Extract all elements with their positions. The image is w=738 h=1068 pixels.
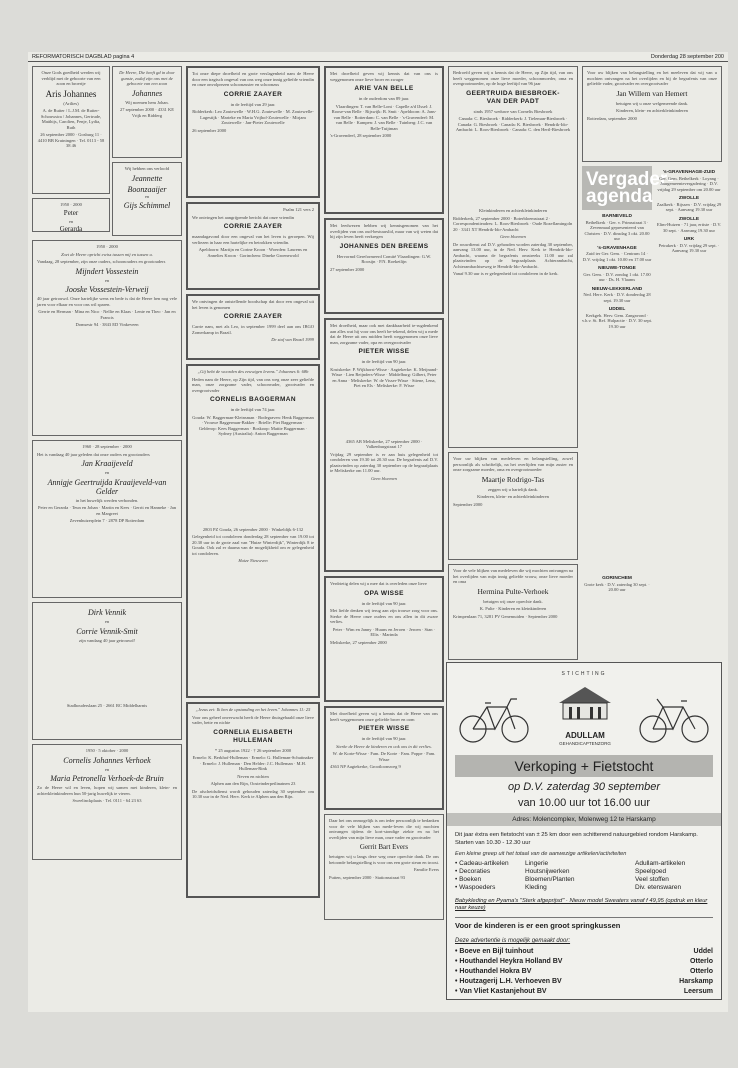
- notice-body: De afscheidsdienst wordt gehouden zaterdag 30 september om 10.30 uur in de Ned. Herv. Kerk te Alphen aan den Rijn.: [192, 788, 314, 799]
- notice-place: Putten, september 2000 · Stationsstraat 93: [329, 874, 405, 880]
- notice-place: 4365 AB Meliskerke, 27 september 2000 · Valkenburgstraat 17: [345, 438, 423, 449]
- column-3: [324, 66, 444, 924]
- ad-item: Veel stoffen: [635, 876, 669, 883]
- notice-family: Vlaardingen: T. van Belle-Lont · Capelle a/d IJssel: J. Roose-van Belle · Rijswijk: B. Smit · Apeldoorn: A. Jans-van Belle · Rotterdam: C. van Belle · 's-Gravendeel: M. van Belle · Kampen: J. van Belle · Tuinberg: J.C. van Belle-Tuijtman: [331, 103, 437, 131]
- notice-name: Maria Petronella Verhoek-de Bruin: [50, 774, 164, 783]
- notice-date: 's-Gravendeel, 28 september 2000: [330, 133, 392, 138]
- ad-sponsors: [455, 947, 713, 997]
- notice-text: Voor uw blijken van belangstelling en het meeleven dat wij van u mochten ontvangen na het overlijden en bij de begrafenis van onze geliefde vader, grootvader en overgrootvader: [587, 70, 717, 86]
- ad-item: Adullam-artikelen: [635, 860, 686, 867]
- obituary-hulleman: [186, 702, 320, 898]
- notice-family: Kinderen, klein- en achterkleinkinderen: [616, 108, 688, 113]
- notice-body: in het huwelijk werden verbonden.: [75, 497, 139, 503]
- notice-name: VAN DER PADT: [486, 97, 540, 105]
- ad-banner: Verkoping + Fietstocht: [455, 755, 713, 777]
- agenda-item-title: NIEUW-LEKKERLAND: [591, 286, 643, 292]
- notice-place: Sweelinckplaats · Tel. 0111 - 64 23 63: [72, 798, 142, 803]
- obituary-baggerman: [186, 364, 320, 698]
- notice-sub: Kleinkinderen en achterkleinkinderen: [479, 208, 547, 213]
- notice-date: 26 september 2000 · Gosburg 11 · 4410 BB Kruiningen · Tel. 0113 - 58 38 46: [37, 132, 105, 148]
- agenda-item-title: 's-GRAVENHAGE: [597, 245, 637, 251]
- notice-family: Hervormd Gereformeerd Comité Vlaardingen: G.W. Roosijn · P.N. Roeketlijn: [336, 253, 432, 264]
- notice-text: Voor uw blijken van medeleven en belangstelling, zowel persoonlijk als schriftelijk, na het overlijden van mijn zuster en onze zorgzame moeder, oma en overgrootmoeder: [453, 456, 573, 472]
- notice-name: ARIE VAN BELLE: [354, 85, 414, 92]
- newspaper-page: [28, 52, 728, 1012]
- notice-name: Jeannette: [131, 173, 163, 183]
- agenda-item-title: UDDEL: [608, 307, 626, 312]
- notice-quote: Zoet de Heere opricht ewiss tussen mij en tussen u.: [61, 251, 153, 257]
- notice-years: 1950 · 2000: [96, 244, 118, 249]
- obituary-pieter-wisse-2: [324, 706, 444, 810]
- notice-text: Vandaag, 28 september, zijn onze ouders, schoonouders en grootouders: [37, 259, 166, 264]
- agenda-title: Vergader-agenda: [582, 166, 652, 210]
- notice-en: en: [144, 193, 150, 199]
- agenda-gorinchem: [582, 572, 652, 593]
- notice-place: Alphen aan den Rijn, Oosteinderpeilinatnen 23: [210, 781, 296, 786]
- ad-item: Lingerie: [525, 860, 549, 867]
- notice-date: 26 september 2000: [192, 127, 227, 133]
- agenda-item-text: Bethelkerk · Ger. v. Primsstraat 3 · Zevenmaal gepresenteerd van Christen · D.V. dinsdag 3 okt. 20.00 uur: [584, 219, 650, 241]
- agenda-right: [656, 166, 722, 254]
- ad-address: Adres: Molencomplex, Molenweg 12 te Harskamp: [447, 813, 721, 826]
- notice-age: in de leeftijd van 29 jaar.: [230, 101, 276, 107]
- agenda-right-items: [656, 170, 722, 254]
- notice-family: Peter en Gerarda · Teun en Johan · Martin en Kees · Gerrit en Hanneke · Jan en Margreet: [37, 505, 177, 516]
- sponsor-row: • Houthandel Heykra Holland BV Otterlo: [455, 958, 713, 965]
- notice-place: 2803 PZ Gouda, 26 september 2000 · Winkeldijk 6-132: [202, 526, 304, 532]
- notice-dates: * 25 augustus 1922 · † 26 september 2000: [214, 747, 292, 753]
- notice-body: Carrie nam, met als Leo, in september 1999 deel aan ons IBGO Zomerkamp in Brazil.: [192, 324, 314, 335]
- notice-sig: Geen bloemen: [371, 475, 397, 481]
- ad-baby-text: Babykleding en Pyama's "Sterk afgeprijsd" · Nieuw model Sweaters vanaf f 49,95 (opdruk en kleur naar keuze): [455, 898, 708, 911]
- notice-text: De Heere, Die heeft gd in door gunste, zodaf zijn ons met de geboorte van een zoon: [119, 70, 175, 86]
- notice-body: De rouwdienst zal D.V. gehouden worden zaterdag 30 september, aanvang 13.00 uur, in de Ned. Herv. Kerk te Hendrik-Ido-Ambacht, waarna de begrafenis omstreeks 11.00 uur zal plaatsvinden op de begraafplaats Achterambacht, Achterambachtseweg te Hendrik-Ido-Ambacht.: [453, 241, 573, 269]
- notice-name: JOHANNES DEN BREEMS: [339, 242, 429, 250]
- notice-text: Wij hebben ons verloofd: [124, 166, 170, 171]
- notice-ref: Psalm 121 vers 2: [283, 207, 314, 212]
- page-header: [28, 52, 728, 62]
- notice-age: in de leeftijd van 90 jaar.: [361, 359, 407, 364]
- notice-date: 27 september 2000 · 4331 KE Vrijk en Ridderg: [119, 107, 175, 118]
- notice-sig: De staf van Brazil 1999: [271, 337, 314, 342]
- notice-name: Corrie Vennik-Smit: [76, 626, 138, 636]
- agenda-item-text: Ger. Gem. · D.V. zondag 1 okt. 17.00 uur · Ds. H. Vlaams: [583, 271, 651, 282]
- header-left: REFORMATORISCH DAGBLAD pagina 4: [32, 54, 135, 60]
- notice-text: Met droefheid geven wij kennis dat van ons is weggenomen onze lieve broer en zwager: [330, 71, 438, 82]
- notice-body: Gelegenheid tot condoleren donderdag 28 september van 19.00 tot 20.30 uur in de grote zaal van "Huize Winterdijk", Winterdijk 8 te Gouda. Ook zal er daarna van de mogelijkheid om er gelegenheid tot condoleren.: [192, 534, 314, 556]
- notice-text: We ontvingen de ontstellende boodschap dat door een ongeval uit het leven is genomen: [192, 299, 314, 310]
- obituary-zaayer-3: [186, 294, 320, 360]
- notice-name: CORRIE ZAAYER: [223, 223, 283, 230]
- notice-text: Tot onze diepe droefheid en grote verslagenheid nam de Heere door een tragisch ongeval van ons weg onze innig geliefde vriendin en onze onvolprezen schoonzuster en schoonzus: [192, 71, 314, 87]
- agenda-item-title: GORINCHEM: [602, 576, 632, 581]
- notice-text: Met droefheid, maar ook met dankbaarheid te-rugdenkend aan alles wat hij voor ons heeft be-tekend, delen wij u mede dat de Heere uit ons midden heeft weggenomen onze lieve man, zorgzame vader, opa en overgrootvader: [330, 323, 438, 345]
- notice-name: Jooske Vossestein-Verweij: [65, 285, 149, 294]
- notice-family: Ridderkerk: Leo Zoutewelle · W.H.G. Zoutewelle · M. Zoutewelle-Lagestijk · Marieke en Maria Vrijhof-Zoutewelle · Mirjam Zoutewelle · Jan-Pieter Zoutewelle: [192, 109, 314, 125]
- notice-family: Apeldoorn: Martijn en Corine Kroon · Woerden: Laurens en Annelies Kroon · Gorinchem: Dineke Groenewold: [198, 247, 308, 258]
- notice-sig: Geen bloemen: [500, 234, 526, 239]
- ad-item: Kleding: [525, 884, 547, 891]
- thanks-van-hemert: [582, 66, 722, 162]
- notice-text: Het is vandaag 40 jaar geleden dat onze ouders en grootouders: [37, 451, 150, 457]
- agenda-item-text: Zaalkerk · Rijssen · D.V. vrijdag 29 sept. · Aanvang 19.30 uur: [656, 201, 722, 212]
- ad-sponsor-heading: Deze advertentie is mogelijk gemaakt door:: [455, 938, 571, 944]
- notice-date: 27 september 2000: [330, 266, 365, 272]
- agenda-item-text: Zuid ter Ger. Gem. · Centrum 14 · D.V. vrijdag 1 okt. 10.00 en 17.00 uur: [582, 251, 652, 262]
- notice-parents: A. de Ruiter / L.J.M. de Ruiter-Schouwstra / Johannes, Gertrude, Matthijs, Carolien, Fenje, Lydia, Ruth: [40, 108, 102, 130]
- notice-place: 4363 NP Aagtekerke, Grootloonsweg 9: [330, 764, 401, 769]
- column-1b: [112, 66, 182, 240]
- notice-text: Zo de Heere wil en leven, hopen wij samen met kinderen, klein- en achterkleinkinderen hun 50-jarig huwelijk te vieren.: [37, 785, 177, 796]
- header-right: Donderdag 28 september 200: [650, 54, 724, 60]
- notice-extra: Vanaf 9.30 uur is er gelegenheid tot condoleren in de kerk.: [453, 271, 559, 276]
- notice-sig: Huize Nieuwven: [238, 558, 268, 563]
- notice-name: Jan Kraaijeveld: [81, 459, 133, 468]
- agenda-item-title: NIEUWE-TONGE: [598, 266, 636, 271]
- notice-text: Met leedwezen hebben wij kennisgenomen van het overlijden van ons oud-bestuurslid, maar van wij weten dat hij zijn leven heeft verkregen: [330, 223, 438, 239]
- obituary-opa-wisse: [324, 576, 444, 702]
- notice-body: 40 jaar getrouwd. Onze hartelijke wens en bede is dat de Heere hen nog vele jaren voor elkaar en voor ons wil sparen.: [37, 296, 177, 307]
- notice-date: September 2000: [453, 501, 483, 507]
- notice-sub: sinds 1957 weduwe van Cornelis Biesbroek: [473, 108, 553, 114]
- notice-years: 1950 · 5 oktober · 2000: [85, 748, 129, 753]
- obituary-den-breems: [324, 218, 444, 314]
- column-1-lower: [32, 240, 182, 864]
- notice-name: Johannes: [131, 88, 163, 98]
- birth-notice-johannes: [112, 66, 182, 158]
- ad-date: op D.V. zaterdag 30 september: [507, 781, 661, 793]
- anniversary-vennik: [32, 602, 182, 740]
- notice-text: Daar het ons onmogelijk is om ieder persoonlijk te bedanken voor de vele blijken van mede-leven die wij mochten ontvangen tijdens de kort-stondige ziekte en na het overlijden van mijn lieve man, onze vader en grootvader: [329, 818, 439, 840]
- notice-age: in de leeftijd van 90 jaar.: [361, 736, 407, 741]
- ad-logo-sub: GEHANDICAPTENZORG: [559, 741, 611, 746]
- notice-name: CORRIE ZAAYER: [223, 313, 283, 320]
- notice-text: Verdrietig delen wij u mee dat is overleden onze lieve: [330, 581, 427, 586]
- notice-body: betuigen wij u onze welgemeende dank.: [615, 100, 689, 106]
- notice-date: Rotterdam, september 2000: [587, 115, 637, 121]
- notice-sig: Familie Evers: [413, 867, 439, 872]
- notice-name: HULLEMAN: [233, 736, 273, 744]
- notice-body: Sterke de Heere de kinderen en ook ons in dit verlies.: [336, 743, 432, 749]
- notice-text: zijn vandaag 40 jaar getrouwd!: [79, 637, 135, 643]
- thanks-evers: [324, 814, 444, 920]
- notice-body: maandagavond door een ongeval van het leven is geroepen. Wij verliezen in haar een hartelijke en betrokken vriendin.: [192, 234, 314, 245]
- notice-en: en: [104, 470, 110, 475]
- notice-text: Heden nam de Heere, op Zijn tijd, van ons weg onze zeer geliefde man, onze zorgzame vader, schoonvader, grootvader en overgrootvader: [192, 376, 314, 393]
- notice-place: Domsestr 94 · 3843 ED Vinkeveen: [75, 322, 139, 327]
- ad-item: Bloemen/Planten: [525, 876, 575, 883]
- notice-name: PIETER WISSE: [358, 348, 410, 355]
- anniversary-kraaijeveld: [32, 440, 182, 598]
- notice-years: 1960 · 28 september · 2000: [82, 444, 132, 449]
- notice-text: Voor de vele blijken van medeleven die wij mochten ontvangen na het overlijden van mijn innig geliefde vrouw, onze lieve moeder en oma: [453, 568, 573, 584]
- engagement-notice: [112, 162, 182, 236]
- sponsor-row: • Van Vliet Kastanjehout BV Leersum: [455, 988, 713, 995]
- sponsor-row: • Houtzagerij L.H. Verhoeven BV Harskamp: [455, 978, 713, 985]
- adullam-logo-icon: [555, 683, 615, 729]
- notice-name: GEERTRUIDA BIESBROEK-: [466, 89, 560, 97]
- column-4: [448, 66, 578, 664]
- notice-date: Meliskerke, 27 september 2000: [330, 639, 387, 645]
- notice-family: Ermelo: K. Berkhof-Hulleman · Ermelo: G. Hulleman-Schuttnaker · Ermelo: J. Hulleman · Den Helder: J.C. Hulleman · M.H. Hulleman-Rink: [192, 755, 314, 771]
- notice-en: en: [104, 277, 110, 283]
- sponsor-row: • Boeve en Bijl tuinhout Uddel: [455, 948, 713, 955]
- ad-item: Div. etenswaren: [635, 884, 682, 891]
- notice-name: Gerrit Bart Evers: [359, 843, 409, 851]
- obituary-biesbroek: [448, 66, 578, 448]
- thanks-pulte: [448, 564, 578, 660]
- obituary-pieter-wisse-1: [324, 318, 444, 572]
- notice-name: Maartje Rodrigo-Tas: [481, 474, 545, 484]
- ad-item: • Decoraties: [455, 868, 491, 875]
- notice-family: Kruiskerke: P. Wijkhorst-Wisse · Aagtekerke: K. Meijnand-Wisse · Lien Reijnders-Wisse · Middelburg: Gilbert, Peter en Anna · Meliskerke: W. de Visser-Wisse · Stiene, Lena, Piet en Els · Meliskerke: F. Wisse: [330, 366, 438, 388]
- notice-quote: „Jezus zei: Ik ben de opstanding en het leven." Johannes 11: 25: [195, 707, 311, 712]
- obituary-van-belle: [324, 66, 444, 214]
- notice-name: Aris Johannes: [45, 88, 97, 99]
- notice-name: Annigje Geertruijda Kraaijeveld-van Gelder: [47, 477, 167, 496]
- notice-body: betuigen wij onze oprechte dank.: [483, 598, 543, 604]
- column-2: [186, 66, 320, 902]
- notice-name: Mijndert Vossestein: [75, 266, 139, 276]
- agenda-item-text: Grote kerk · D.V. zaterdag 30 sept. · 20.00 uur: [584, 581, 650, 592]
- notice-name: PIETER WISSE: [358, 725, 410, 732]
- ad-items-list: [455, 860, 713, 892]
- agenda-item-text: Ger. Gem. Bethelkerk · Loyang · Jaargemeentevergadering · D.V. vrijdag 29 september om 20.00 uur: [657, 175, 721, 192]
- ad-item: • Cadeau-artikelen: [455, 860, 509, 867]
- notice-name: Cornelis Johannes Verhoek: [63, 755, 151, 765]
- notice-family: W. de Korte-Wisse · Fam. De Korte · Fam. Poppe · Fam. Wisse: [332, 751, 436, 762]
- adullam-advertisement: [446, 662, 722, 1000]
- obituary-zaayer-2: [186, 202, 320, 290]
- anniversary-verhoek: [32, 744, 182, 860]
- ad-subtext: Een kleine greep uit het totaal van de aanwezige artikelen/activiteiten: [455, 851, 627, 857]
- agenda-item-title: BARNEVELD: [602, 214, 632, 219]
- notice-name: Boonzaaijer: [127, 184, 167, 194]
- ad-item: Houtsnijwerken: [525, 868, 570, 875]
- ad-kids-text: Voor de kinderen is er een groot springkussen: [455, 917, 713, 930]
- anniversary-peter-gerarda: [32, 198, 110, 232]
- column-5: [582, 66, 722, 166]
- bicycle-left-icon: [455, 685, 535, 745]
- agenda-item-text: Ned. Herv. Kerk · D.V. donderdag 28 sept. 19.30 uur: [583, 292, 651, 303]
- notice-sig: Wij noemen hem Johan.: [125, 99, 169, 105]
- agenda-item-title: ZWOLLE: [678, 196, 700, 201]
- notice-text: Voor ons geheel onverwacht heeft de Heere thuisgehaald onze lieve vader, bette en nichte: [192, 714, 314, 725]
- bicycle-right-icon: [635, 685, 715, 745]
- notice-name: CORNELIA ELISABETH: [213, 728, 293, 736]
- notice-family: Peter · Wim en Janny · Huuns en Jeroen · Jeroen · Stan · Ellis · Marinda: [332, 626, 436, 637]
- sponsor-row: • Houthandel Hokra BV Otterlo: [455, 968, 713, 975]
- agenda-item-title: ZWOLLE: [678, 216, 700, 222]
- agenda-item-text: Elim-Huizen · 71 jaar, ertiste · D.V. 30 sept. · Aanvang 19.30 uur: [656, 222, 722, 233]
- notice-years: 1950 · 2000: [60, 202, 82, 207]
- notice-age: in de ouderdom van 89 jaar.: [358, 96, 410, 101]
- anniversary-vossestein: [32, 240, 182, 436]
- notice-place: Zevenhuizerplein 7 · 2878 DP Rotterdam: [69, 518, 145, 523]
- agenda-item-title: URK: [683, 237, 695, 242]
- notice-text: Onze Gods goedheid werden wij verblijd met de geboorte van een zoon en broertje: [41, 70, 101, 86]
- ad-item: • Waspoeders: [455, 884, 496, 891]
- agenda-left: [582, 166, 674, 329]
- thanks-rodrigo: [448, 452, 578, 560]
- obituary-zaayer-1: [186, 66, 320, 198]
- notice-body: betuigen wij u langs deze weg onze oprechte dank. De ons betoonde belangstelling is voor ons een grote steun en troost.: [329, 854, 439, 865]
- notice-name: Hermina Pulte-Verhoek: [477, 586, 549, 596]
- notice-name: Dirk Vennik: [88, 608, 126, 617]
- ad-logo-name: ADULLAM: [565, 731, 605, 740]
- notice-en: en: [68, 218, 74, 224]
- notice-family: K. Pulte · Kinderen en kleinkinderen: [479, 606, 547, 611]
- notice-text: Bedroefd geven wij u kennis dat de Heere, op Zijn tijd, van ons heeft weggenomen onze lieve moeder, schoonmoeder, oma en overgrootmoeder, op de hoge leeftijd van 96 jaar: [453, 70, 573, 86]
- notice-text: We ontvingen het aangrijpende bericht dat onze vriendin: [192, 214, 294, 220]
- notice-family: Canada: C. Biesbroek · Ridderkerk: J. Tieleman-Biesbroek · Canada: G. Biesbroek · Canada: K. Biesbroek · Hendrik-Ido-Ambacht: L. Roos-Biesbroek · Canada: C. den Hertl-Biesbroek: [455, 116, 571, 132]
- notice-family: Gerrie en Herman · Mina en Nico · Nellie en Klaas · Lenie en Theo · Jan en Francis: [38, 309, 176, 320]
- ad-text: Dit jaar éxtra een fietstocht van ± 25 km door een schitterend natuurgebied rondom Harskamp. Starten van 10.30 - 12.30 uur: [455, 832, 698, 846]
- notice-name: Peter: [63, 208, 79, 217]
- notice-name: CORRIE ZAAYER: [223, 90, 283, 98]
- notice-body: Met liefde denken wij terug aan zijn trouwe zorg voor ons. Sterke de Heere onze ouders en ons allen in dit zware verlies.: [330, 608, 438, 624]
- column-1: [32, 66, 110, 236]
- notice-place: Ridderkerk, 27 september 2000 · Boterbloemstraat 2 · Correspondentieadres: L. Roos-Biesbroek · Oude Rozeflamingoln 20 · 3341 XT Hendrik-Ido-Ambacht: [453, 215, 573, 232]
- notice-sub: Neven en nichten: [237, 773, 269, 779]
- notice-place: Stadhouderslaan 25 · 2661 RC Middelharnis: [66, 703, 148, 708]
- notice-name: Gijs Schimmel: [123, 201, 171, 210]
- notice-quote: „Gij hebt de woorden des eeuwigen levens." Johannes 6: 68b: [197, 369, 309, 374]
- notice-name: OPA WISSE: [364, 589, 404, 597]
- notice-family: Gouda: W. Baggerman-Kleinsman · Bodegraven: Henk Baggerman · Vrouwe Baggerman-Bakker · Brielle: Piet Baggerman · Gelderop: Kees Baggerman · Boskoop: Mattie Baggerman · Sydney (Australia): Anton Baggerman: [192, 414, 314, 436]
- ad-item: Speelgoed: [635, 868, 667, 875]
- notice-age: in de leeftijd van 74 jaar.: [230, 407, 276, 412]
- ad-item: • Boeken: [455, 876, 482, 883]
- birth-notice-aris: [32, 66, 110, 194]
- notice-sub: (Arilies): [63, 100, 79, 106]
- agenda-item-title: 's-GRAVENHAGE-ZUID: [662, 170, 716, 175]
- notice-family: Kinderen, klein- en achterkleinkinderen: [477, 494, 549, 499]
- agenda-item-text: Petrakerk · D.V. vrijdag 29 sept. · Aanvang 19.30 uur: [658, 242, 720, 253]
- notice-body: Vrijdag 29 september is er aan huis gelegenheid tot condoleren van 19.30 tot 20.30 uur. De begrafenis zal D.V. plaatsvinden op zaterdag 30 september op de begraafplaats te Meliskerke om 11.00 uur.: [330, 451, 438, 473]
- notice-text: Met droefheid geven wij u kennis dat de Heere van ons heeft weggenomen onze geliefde broer en oom: [330, 711, 438, 722]
- ad-stichting: STICHTING: [561, 671, 607, 677]
- notice-body: zeggen wij u hartelijk dank.: [487, 486, 539, 492]
- notice-name: CORNELIS BAGGERMAN: [210, 396, 296, 403]
- agenda-items: [582, 214, 652, 329]
- notice-age: in de leeftijd van 90 jaar.: [361, 600, 407, 606]
- ad-time: van 10.00 uur tot 16.00 uur: [517, 797, 651, 809]
- notice-en: en: [104, 619, 110, 624]
- notice-en: en: [104, 766, 110, 772]
- notice-place: Krimpenlaan 71, 3281 PV Genemuiden · September 2000: [453, 613, 558, 619]
- notice-name: Jan Willem van Hemert: [616, 88, 688, 98]
- notice-name: Gerarda: [59, 225, 83, 232]
- agenda-item-text: Kerkgeb. Herv. Gem. Zangavond · v.h.v. St. Ref. Hulpactie · D.V. 30 sept. 19.30 uur: [582, 312, 652, 329]
